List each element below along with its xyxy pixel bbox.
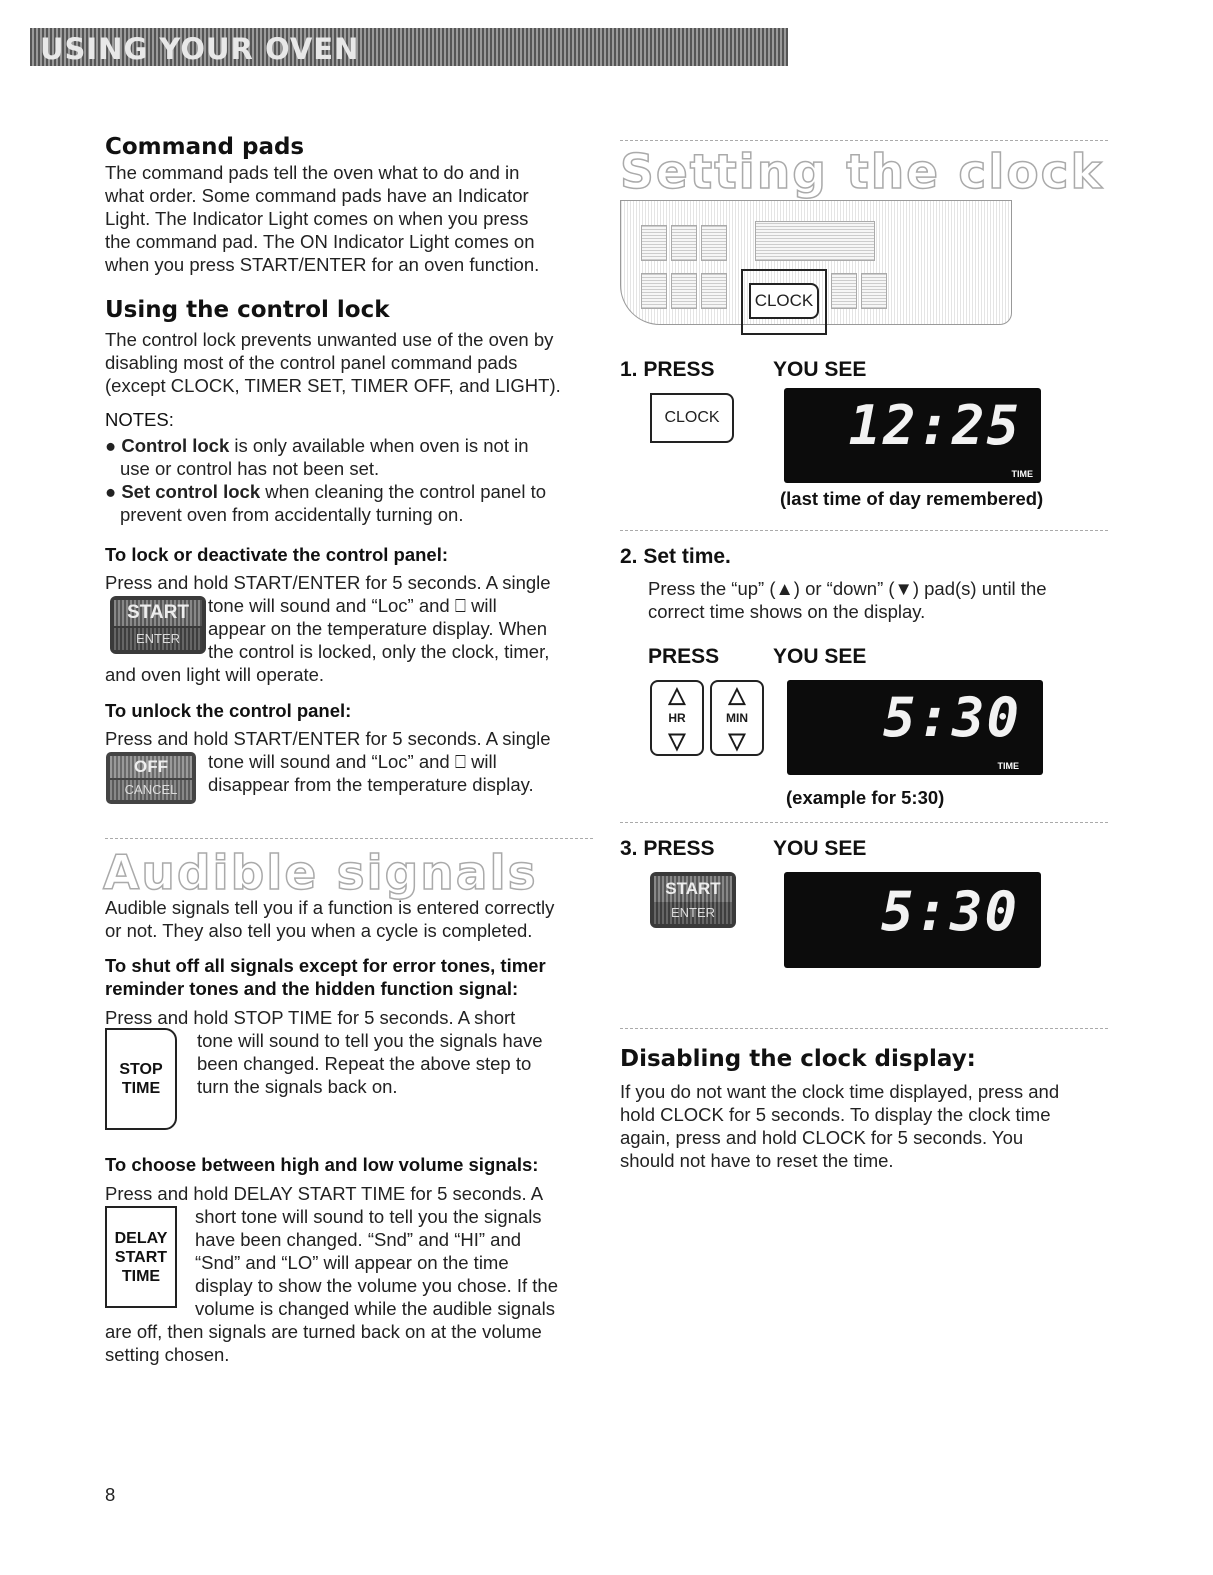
banner-title: USING YOUR OVEN <box>40 32 360 66</box>
off-cancel-pad-icon: OFF CANCEL <box>106 752 196 804</box>
display-value: 12:25 <box>848 394 1021 457</box>
control-panel-illustration <box>620 200 1012 325</box>
divider <box>620 822 1108 823</box>
step2-title: 2. Set time. <box>620 545 731 568</box>
clock-display <box>787 680 1043 775</box>
volume-text-indented: short tone will sound to tell you the signals have been changed. “Snd” and “HI” and “Snd” and “LO” will appear on the time display to show the volume you chose. If the volume is changed while the audible signals <box>195 1206 559 1319</box>
divider <box>620 140 1108 141</box>
display-value: 5:30 <box>880 880 1019 943</box>
lock-last-line: and oven light will operate. <box>105 664 325 685</box>
step1-press-label: 1. PRESS <box>620 358 715 381</box>
section-banner <box>30 28 788 66</box>
notes-list: ● Control lock is only available when oven is not in use or control has not been set. ● Set control lock when cleaning the control panel to prevent oven from accidentally turning on. <box>105 434 605 526</box>
step2-text: Press the “up” (▲) or “down” (▼) pad(s) until the correct time shows on the display. <box>648 578 1047 622</box>
lock-text-indented: tone will sound and “Loc” and ⎕ will appear on the temperature display. When the control is locked, only the clock, timer, <box>208 595 550 662</box>
disabling-clock-text: If you do not want the clock time displayed, press and hold CLOCK for 5 seconds. To display the clock time again, press and hold CLOCK for 5 seconds. You should not have to reset the time. <box>620 1081 1060 1171</box>
volume-line1: Press and hold DELAY START TIME for 5 seconds. A <box>105 1183 544 1204</box>
disabling-clock-heading: Disabling the clock display: <box>620 1046 976 1072</box>
command-pads-text: The command pads tell the oven what to do and in what order. Some command pads have an Indicator Light. The Indicator Light comes on when you press the command pad. The ON Indicator Light comes on when you press START/ENTER for an oven function. <box>105 162 540 275</box>
clock-button-icon: CLOCK <box>650 393 734 443</box>
volume-last-lines: are off, then signals are turned back on at the volume setting chosen. <box>105 1321 542 1365</box>
start-enter-pad-icon: START ENTER <box>110 596 206 654</box>
step2-caption: (example for 5:30) <box>786 787 945 808</box>
shutoff-text-indented: tone will sound to tell you the signals have been changed. Repeat the above step to turn the signals back on. <box>197 1030 543 1097</box>
step1-caption: (last time of day remembered) <box>780 488 1044 509</box>
start-enter-pad-icon: START ENTER <box>650 872 736 928</box>
shutoff-heading: To shut off all signals except for error tones, timer reminder tones and the hidden function signal: <box>105 955 546 999</box>
note-item: ● Control lock is only available when oven is not in <box>105 435 529 456</box>
lock-line1: Press and hold START/ENTER for 5 seconds. A single <box>105 572 551 593</box>
step1-you-see-label: YOU SEE <box>773 358 867 381</box>
clock-display <box>784 388 1041 483</box>
panel-clock-button: CLOCK <box>749 283 819 319</box>
step3-press-label: 3. PRESS <box>620 837 715 860</box>
display-value: 5:30 <box>882 686 1021 749</box>
control-lock-heading: Using the control lock <box>105 297 390 323</box>
page-number: 8 <box>105 1484 116 1505</box>
divider <box>620 1028 1108 1029</box>
stop-time-pad-icon: STOP TIME <box>105 1028 177 1130</box>
unlock-heading: To unlock the control panel: <box>105 700 352 721</box>
step2-press-label: PRESS <box>648 645 720 668</box>
divider <box>105 838 593 839</box>
control-lock-text: The control lock prevents unwanted use of the oven by disabling most of the control panel command pads (except CLOCK, TIMER SET, TIMER OFF, and LIGHT). <box>105 329 561 396</box>
command-pads-heading: Command pads <box>105 134 305 160</box>
unlock-text-indented: tone will sound and “Loc” and ⎕ will disappear from the temperature display. <box>208 751 534 795</box>
audible-intro: Audible signals tell you if a function is entered correctly or not. They also tell you when a cycle is completed. <box>105 897 555 941</box>
step3-you-see-label: YOU SEE <box>773 837 867 860</box>
clock-display <box>784 872 1041 968</box>
step2-you-see-label: YOU SEE <box>773 645 867 668</box>
hr-arrow-pad-icon: △ HR ▽ <box>650 680 704 756</box>
shutoff-line1: Press and hold STOP TIME for 5 seconds. A short <box>105 1007 516 1028</box>
display-time-tag: TIME <box>1011 469 1033 479</box>
min-arrow-pad-icon: △ MIN ▽ <box>710 680 764 756</box>
lock-heading: To lock or deactivate the control panel: <box>105 544 448 565</box>
audible-signals-heading: Audible signals <box>103 846 538 901</box>
divider <box>620 530 1108 531</box>
setting-the-clock-heading: Setting the clock <box>620 145 1104 200</box>
display-time-tag: TIME <box>997 761 1019 771</box>
note-item: ● Set control lock when cleaning the control panel to <box>105 481 547 502</box>
unlock-line1: Press and hold START/ENTER for 5 seconds. A single <box>105 728 551 749</box>
delay-start-time-pad-icon: DELAY START TIME <box>105 1206 177 1308</box>
volume-heading: To choose between high and low volume signals: <box>105 1154 539 1175</box>
notes-label: NOTES: <box>105 409 174 430</box>
